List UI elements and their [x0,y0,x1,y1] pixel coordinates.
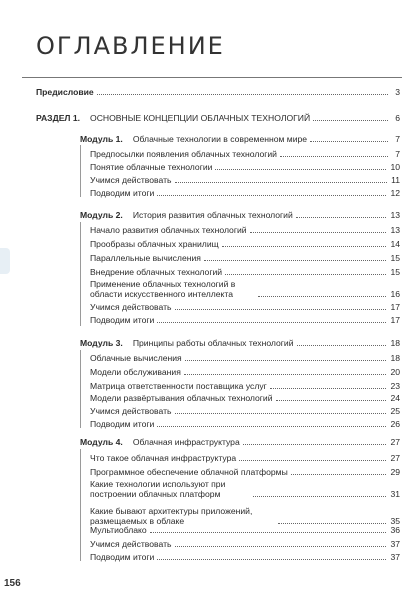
toc-item-page: 26 [390,419,400,429]
leader-dots [175,182,388,183]
toc-item-title: Какие бывают архитектуры приложений, размещаемых в облаке [90,506,253,526]
side-watermark [0,248,10,274]
toc-item[interactable] [90,466,400,477]
module-label: Модуль 4. [80,437,123,447]
leader-dots [185,360,387,361]
toc-item-title: Начало развития облачных технологий [90,225,247,235]
section-label: РАЗДЕЛ 1. [36,113,81,123]
leader-dots [310,141,388,142]
toc-item-page: 29 [390,467,400,477]
toc-item[interactable] [90,252,400,263]
leader-dots [250,232,387,233]
toc-item-page: 23 [390,381,400,391]
leader-dots [270,388,387,389]
leader-dots [175,413,387,414]
toc-item-title: Программное обеспечение облачной платформы [90,467,288,477]
toc-item-page: 31 [390,489,400,499]
leader-dots [215,169,386,170]
toc-item-page: 37 [390,552,400,562]
toc-item[interactable] [90,224,400,235]
page-title: ОГЛАВЛЕНИЕ [36,32,225,60]
toc-module-4[interactable] [80,436,400,447]
module-4-bar [80,449,81,561]
toc-item[interactable] [90,405,400,416]
leader-dots [253,496,386,497]
toc-module-2[interactable] [80,209,400,220]
toc-item-page: 13 [390,225,400,235]
toc-item[interactable] [90,380,400,391]
toc-item-page: 18 [390,353,400,363]
toc-item-title: Прообразы облачных хранилищ [90,239,219,249]
leader-dots [225,274,386,275]
toc-item-title: Модели развёртывания облачных технологий [90,393,273,403]
toc-item-title: Подводим итоги [90,552,155,562]
toc-item-title: Подводим итоги [90,419,155,429]
toc-item-title: Понятие облачные технологии [90,162,213,172]
toc-item-page: 11 [391,175,400,185]
leader-dots [157,559,386,560]
toc-item-page: 24 [390,393,400,403]
toc-item[interactable] [90,301,400,312]
section-page: 6 [395,113,400,123]
module-title: Принципы работы облачных технологий [132,338,294,348]
module-label: Модуль 1. [80,134,123,144]
toc-item[interactable] [90,551,400,562]
toc-item[interactable] [90,187,400,198]
toc-item-page: 7 [395,149,400,159]
toc-section-1[interactable] [36,112,400,123]
leader-dots [97,94,388,95]
toc-item[interactable] [90,452,400,463]
toc-item-title: Мультиоблако [90,525,147,535]
toc-item-page: 35 [390,516,400,526]
toc-item[interactable] [90,174,400,185]
toc-preface[interactable] [36,86,400,97]
toc-item-title: Учимся действовать [90,539,172,549]
module-page: 13 [390,210,400,220]
module-page: 27 [390,437,400,447]
toc-item[interactable] [90,148,400,159]
toc-item-title: Учимся действовать [90,302,172,312]
leader-dots [243,444,387,445]
toc-item-title: Модели обслуживания [90,367,181,377]
leader-dots [291,474,387,475]
toc-preface-title: Предисловие [36,87,94,97]
toc-item-title: Что такое облачная инфраструктура [90,453,237,463]
toc-item-page: 16 [390,289,400,299]
toc-item-title: Подводим итоги [90,188,155,198]
toc-item-title: Применение облачных технологий в области искусственного интеллекта [90,279,236,299]
toc-preface-page: 3 [395,87,400,97]
module-3-bar [80,350,81,428]
module-title: Облачные технологии в современном мире [132,134,308,144]
toc-item-title: Учимся действовать [90,406,172,416]
leader-dots [150,532,387,533]
leader-dots [204,260,387,261]
module-page: 18 [390,338,400,348]
leader-dots [157,426,386,427]
toc-item-title: Какие технологии используют при построении облачных платформ [90,479,226,499]
toc-item[interactable] [90,238,400,249]
toc-item-page: 10 [390,162,400,172]
module-1-bar [80,145,81,197]
toc-item-page: 27 [390,453,400,463]
toc-item-page: 17 [390,302,400,312]
page-number: 156 [4,578,21,589]
leader-dots [280,156,388,157]
toc-item-page: 14 [390,239,400,249]
toc-item-title: Учимся действовать [90,175,172,185]
toc-item[interactable] [90,314,400,325]
toc-item-page: 37 [390,539,400,549]
leader-dots [175,546,387,547]
leader-dots [222,246,387,247]
toc-item-title: Внедрение облачных технологий [90,267,223,277]
toc-item-title: Матрица ответственности поставщика услуг [90,381,267,391]
leader-dots [313,120,388,121]
leader-dots [296,217,387,218]
toc-item[interactable] [90,366,400,377]
toc-item[interactable] [90,266,400,277]
toc-item[interactable] [90,504,400,526]
leader-dots [157,322,386,323]
toc-item-page: 36 [390,525,400,535]
module-label: Модуль 2. [80,210,123,220]
leader-dots [239,460,386,461]
leader-dots [258,296,386,297]
toc-item[interactable] [90,392,400,403]
toc-item-page: 25 [390,406,400,416]
toc-module-1[interactable] [80,133,400,144]
toc-item[interactable] [90,477,400,499]
leader-dots [184,374,387,375]
leader-dots [276,400,387,401]
module-label: Модуль 3. [80,338,123,348]
module-page: 7 [395,134,400,144]
toc-item-page: 15 [390,267,400,277]
toc-item-page: 15 [390,253,400,263]
toc-item-page: 12 [390,188,400,198]
toc-item[interactable] [90,538,400,549]
toc-item-title: Предпосылки появления облачных технологий [90,149,277,159]
leader-dots [297,345,387,346]
toc-item-page: 20 [390,367,400,377]
module-2-bar [80,222,81,326]
toc-item[interactable] [90,418,400,429]
section-title: ОСНОВНЫЕ КОНЦЕПЦИИ ОБЛАЧНЫХ ТЕХНОЛОГИЙ [90,113,311,123]
toc-item-title: Подводим итоги [90,315,155,325]
module-title: Облачная инфраструктура [132,437,240,447]
toc-item[interactable] [90,524,400,535]
toc-item-page: 17 [390,315,400,325]
toc-item[interactable] [90,161,400,172]
leader-dots [157,195,386,196]
toc-item-title: Параллельные вычисления [90,253,201,263]
module-title: История развития облачных технологий [132,210,293,220]
toc-item[interactable] [90,352,400,363]
toc-module-3[interactable] [80,337,400,348]
title-divider [22,77,402,78]
leader-dots [175,309,387,310]
toc-item-title: Облачные вычисления [90,353,182,363]
toc-item[interactable] [90,277,400,299]
